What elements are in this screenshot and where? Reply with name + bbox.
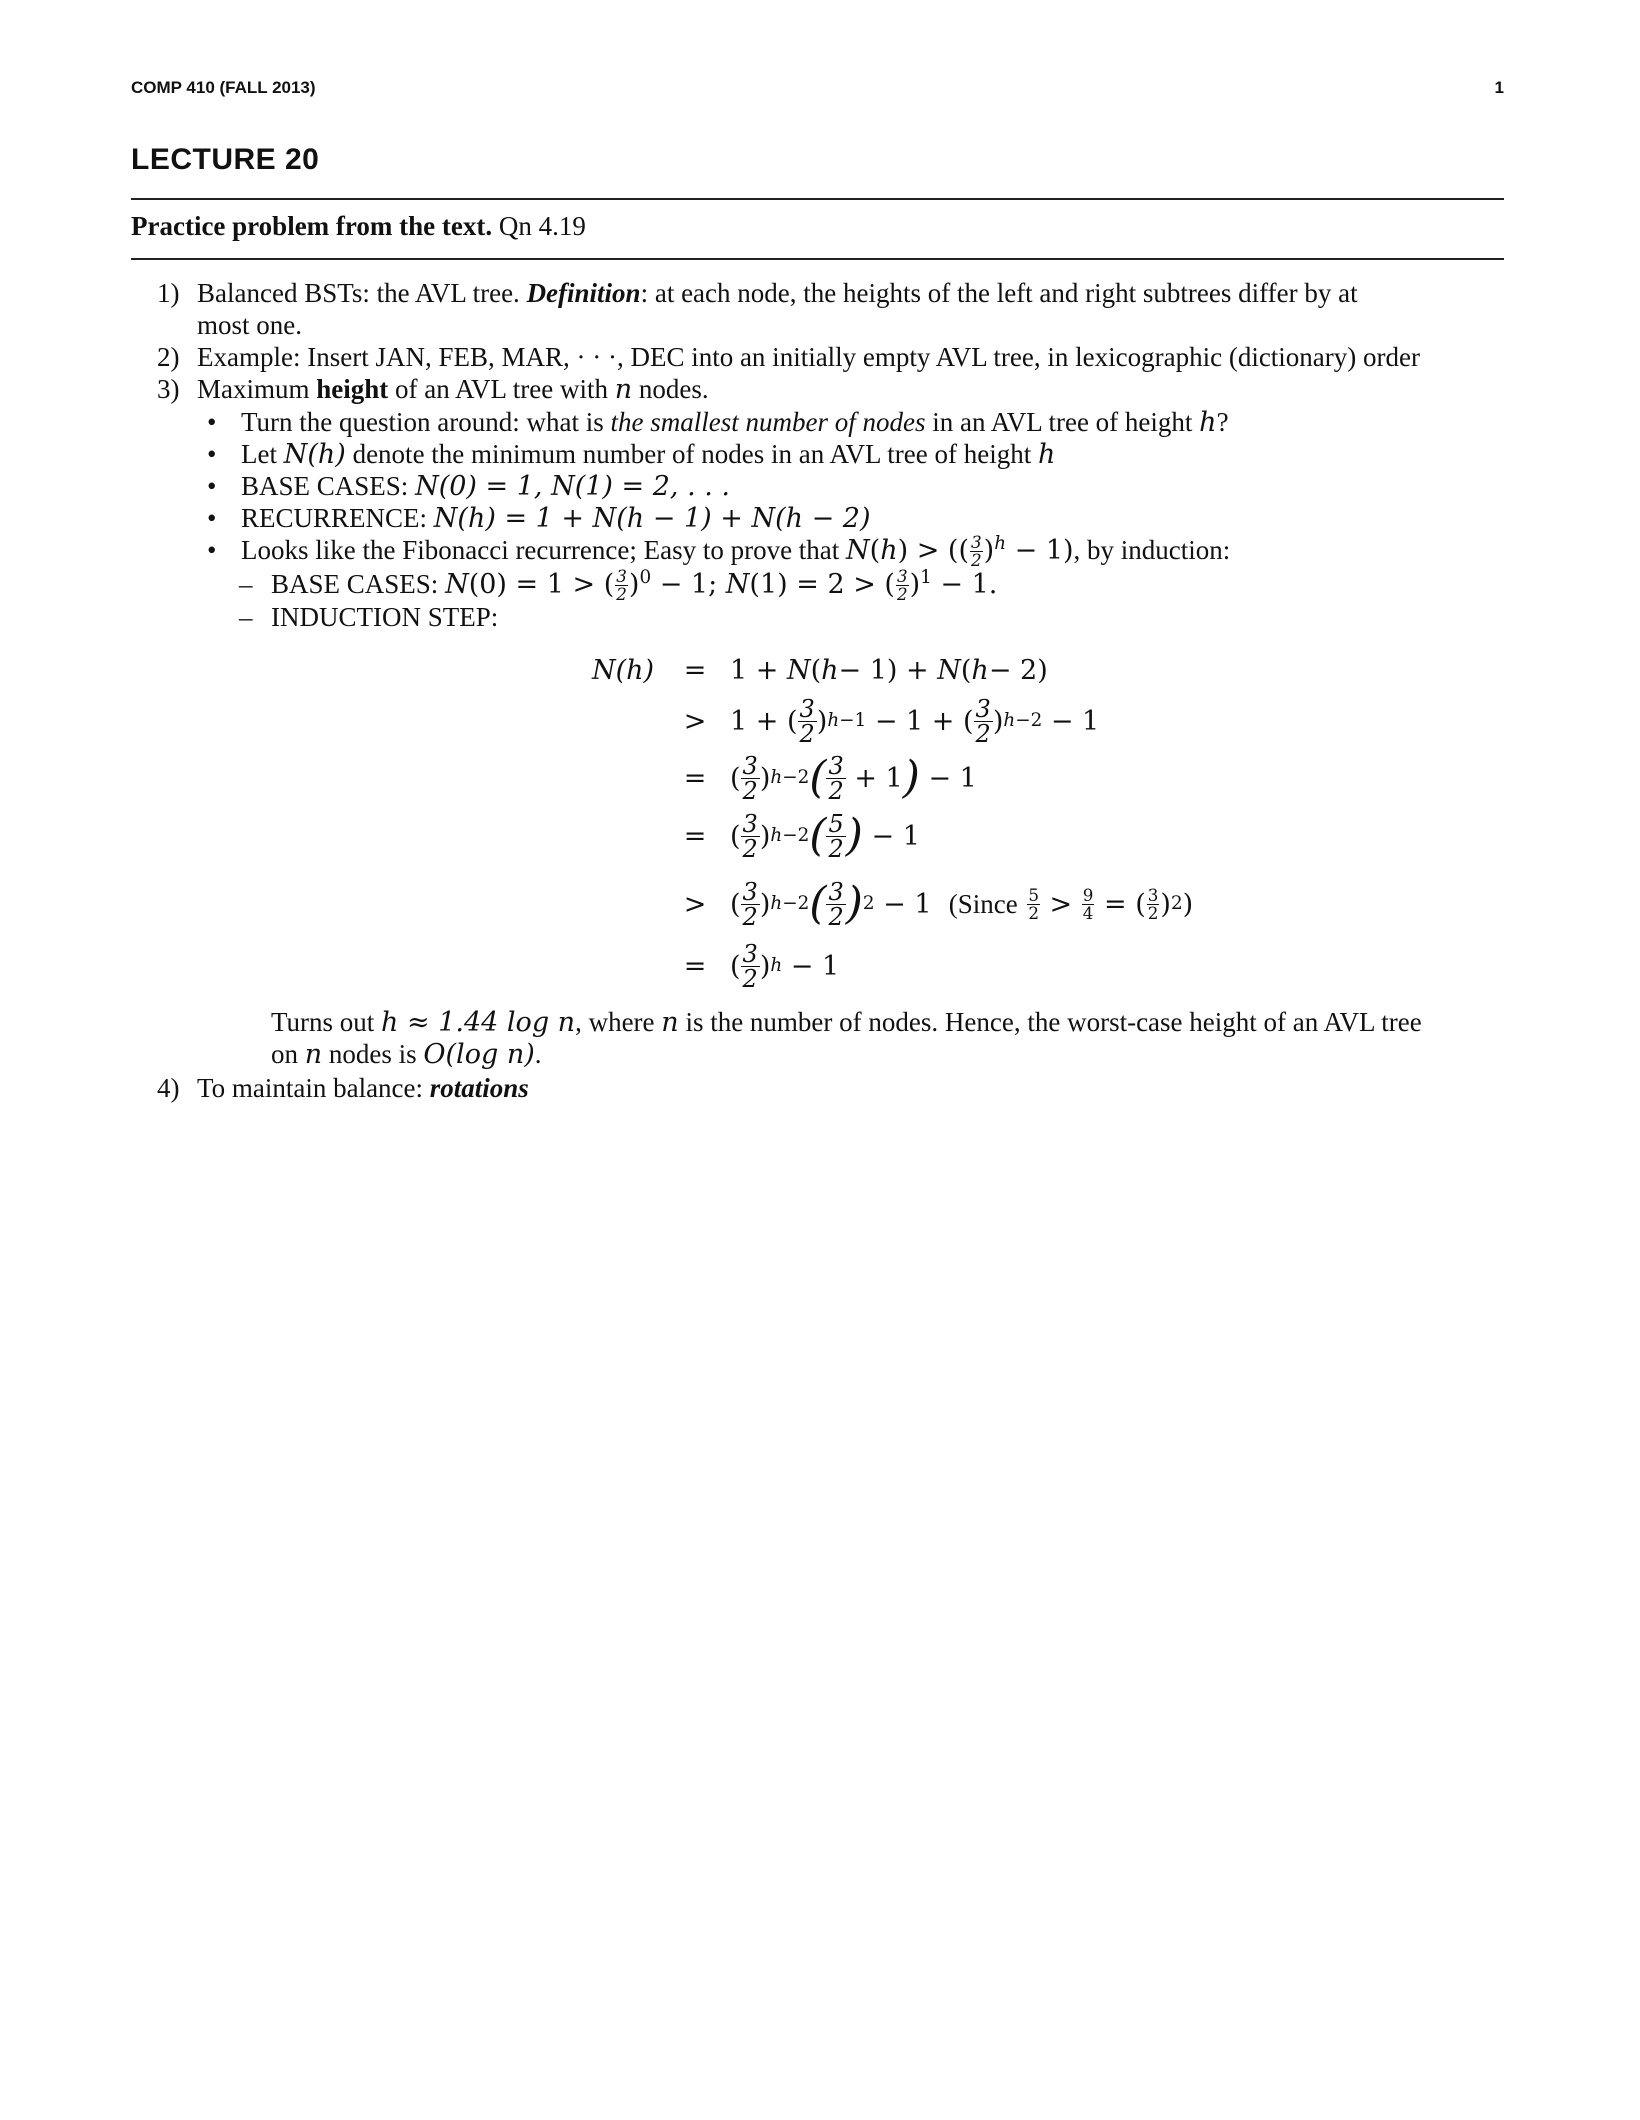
running-header [131,78,316,98]
bullet-text: Turn the question around: what is [241,407,611,437]
bullet-5 [207,534,1230,569]
row-expression: ( 3 2 ) h−2 ( 3 2 ) 2 − 1 (Since $\frac{5}{2}$ > $\frac{9}{4}$ = ( $\frac{3}{2}$ ) 2 ) [730,877,1194,931]
conclusion-text: is the number of nodes. Hence, the worst-case height of an AVL tree [678,1007,1422,1037]
var-n: n [304,1039,323,1070]
bullet-text: in an AVL tree of height [925,407,1200,437]
bullet-1 [207,406,1229,439]
list-item-2 [157,341,1420,373]
bullet-text: RECURRENCE: [241,503,434,533]
var-n: n [661,1007,679,1038]
var-n: n [614,374,633,405]
item-text: To maintain balance: [197,1073,430,1103]
bullet-dot: • [207,471,217,501]
bullet-emph: the smallest number of nodes [610,407,926,437]
relation-symbol: = [683,654,707,686]
dash-1 [239,568,997,603]
item-text: Example: Insert JAN, FEB, MAR, · · ·, DEC into an initially empty AVL tree, in lexicographic (dictionary) order [197,342,1420,372]
conclusion-line-2 [271,1038,542,1071]
item-number: 2) [157,342,180,372]
bullet-dot: • [207,503,217,533]
list-item-3 [157,373,709,406]
row-expression: ( 3 2 ) h − 1 [730,939,840,993]
conclusion-line-1 [271,1006,1422,1039]
list-item-1-cont: most one. [197,310,302,340]
base-case-proof-math: N(0) = 1 > ( $\frac{3}{2}$ )$^0$ − 1; N(1) = 2 > ( $\frac{3}{2}$ )$^1$ − 1. [445,566,998,604]
var-h: h [1199,407,1217,438]
derivation-row-6 [0,939,1640,993]
rotations-term: rotations [429,1073,529,1103]
bullet-3 [207,470,730,503]
derivation-row-2 [0,694,1640,748]
since-label: (Since [948,888,1018,919]
relation-symbol: = [683,762,707,794]
practice-line [131,210,586,242]
list-item-4 [157,1072,529,1104]
item-number: 1) [157,278,180,308]
practice-ref: Qn 4.19 [498,211,586,241]
big-o-math: O(log n) [423,1039,535,1070]
conclusion-text: , where [575,1007,662,1037]
conclusion-text: . [534,1039,542,1069]
definition-term: Definition [526,278,641,308]
bullet-text: ? [1216,407,1229,437]
dash-mark: – [239,602,253,632]
bullet-text: BASE CASES: [241,471,416,501]
bullet-4 [207,502,871,535]
item-text: Balanced BSTs: the AVL tree. [197,278,527,308]
title-rule [131,198,1504,200]
bullet-text: Looks like the Fibonacci recurrence; Easy to prove that [241,535,847,565]
row-expression: ( 3 2 ) h−2 ( 3 2 + 1 ) − 1 [730,751,977,805]
page-number: 1 [1494,78,1504,97]
practice-rule [131,258,1504,260]
relation-symbol: > [683,888,707,920]
bullet-dot: • [207,439,217,469]
bullet-dot: • [207,407,217,437]
bullet-2 [207,438,1055,471]
bullet-text: denote the minimum number of nodes in an AVL tree of height [345,439,1038,469]
derivation-row-1 [0,646,1640,694]
derivation-row-3 [0,751,1640,805]
dash-text: BASE CASES: [271,569,446,599]
item-text: Maximum [197,374,317,404]
row-expression: 1 + N ( h − 1) + N ( h − 2) [730,654,1048,686]
derivation-row-4 [0,809,1640,863]
relation-symbol: = [683,950,707,982]
item-number: 3) [157,374,180,404]
item-text: nodes. [632,374,709,404]
relation-symbol: = [683,820,707,852]
row-expression: 1 + ( 3 2 ) h−1 − 1 + ( 3 2 ) h−2 − 1 [730,694,1100,748]
conclusion-text: nodes is [322,1039,424,1069]
height-term: height [316,374,389,404]
bullet-text: , by induction: [1073,535,1231,565]
practice-label: Practice problem from the text. [131,211,493,241]
list-item-1 [157,277,1358,309]
dash-text: INDUCTION STEP: [271,602,499,632]
relation-symbol: > [683,705,707,737]
conclusion-text: Turns out [271,1007,382,1037]
dash-mark: – [239,569,253,599]
item-number: 4) [157,1073,180,1103]
claim-math: N(h) > (( $\frac{3}{2}$ )$^h$ − 1) [846,532,1074,570]
course-label: COMP 410 (FALL 2013) [131,78,316,97]
math-N-h: N(h) [283,439,346,470]
lecture-title: LECTURE 20 [131,143,320,176]
recurrence-math: N(h) = 1 + N(h − 1) + N(h − 2) [433,503,871,534]
bullet-dot: • [207,535,217,565]
row-expression: ( 3 2 ) h−2 ( 5 2 ) − 1 [730,809,920,863]
base-cases-math: N(0) = 1, N(1) = 2, . . . [415,471,730,502]
item-text: of an AVL tree with [388,374,615,404]
conclusion-text: on [271,1039,305,1069]
item-text: : at each node, the heights of the left and right subtrees differ by at [640,278,1358,308]
derivation-row-5 [0,877,1640,931]
height-bound-math: h ≈ 1.44 log n [381,1007,576,1038]
bullet-text: Let [241,439,284,469]
dash-2 [239,601,498,633]
var-h: h [1037,439,1056,470]
derivation-lhs: N(h) [592,654,655,686]
